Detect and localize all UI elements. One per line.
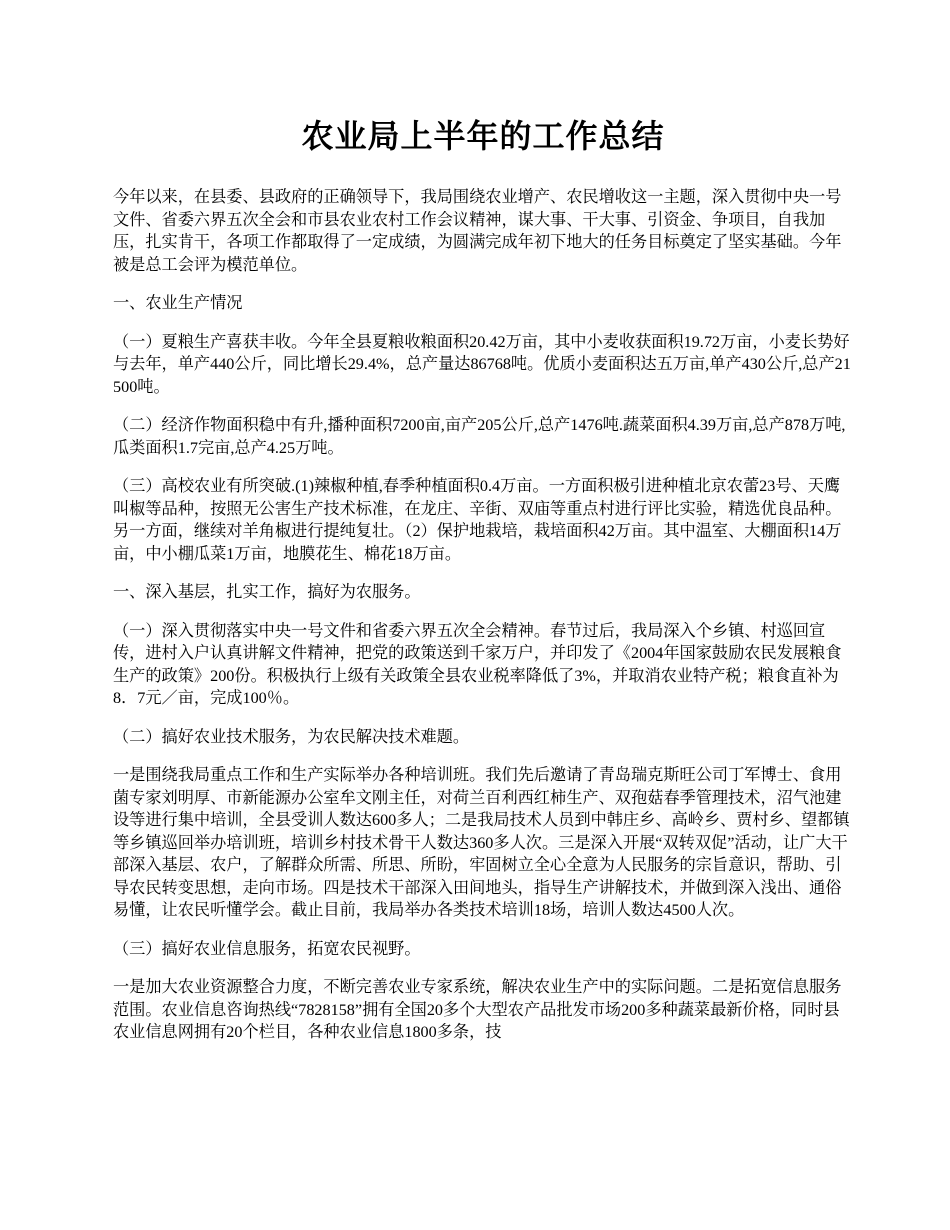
paragraph-economic-crops: （二）经济作物面积稳中有升,播种面积7200亩,亩产205公斤,总产1476吨.蔬菜面积4.39万亩,总产878万吨,瓜类面积1.7完亩,总产4.25万吨。 <box>113 416 846 457</box>
intro-paragraph: 今年以来，在县委、县政府的正确领导下，我局围绕农业增产、农民增收这一主题，深入贯彻中央一号文件、省委六界五次全会和市县农业农村工作会议精神，谋大事、干大事、引资金、争项目，自我加压，扎实肯干，各项工作都取得了一定成绩，为圆满完成年初下地大的任务目标奠定了坚实基础。今年被是总工会评为模范单位。 <box>113 188 842 274</box>
document-page <box>113 112 853 1060</box>
paragraph-training: 一是围绕我局重点工作和生产实际举办各种培训班。我们先后邀请了青岛瑞克斯旺公司丁军博士、食用菌专家刘明厚、市新能源办公室牟文刚主任，对荷兰百利西红柿生产、双孢菇春季管理技术，沼气池建设等进行集中培训，全县受训人数达600多人；二是我局技术人员到中韩庄乡、高岭乡、贾村乡、望都镇等乡镇巡回举办培训班，培训乡村技术骨干人数达360多人次。三是深入开展“双转双促”活动，让广大干部深入基层、农户，了解群众所需、所思、所盼，牢固树立全心全意为人民服务的宗旨意识，帮助、引导农民转变思想，走向市场。四是技术干部深入田间地头，指导生产讲解技术，并做到深入浅出、通俗易懂，让农民听懂学会。截止目前，我局举办各类技术培训18场，培训人数达4500人次。 <box>113 766 850 919</box>
paragraph-information-resources: 一是加大农业资源整合力度，不断完善农业专家系统，解决农业生产中的实际问题。二是拓宽信息服务范围。农业信息咨询热线“7828158”拥有全国20多个大型农产品批发市场200多种蔬菜最新价格，同时县农业信息网拥有20个栏目，各种农业信息1800多条，技 <box>113 978 842 1041</box>
subheading-technical-service: （二）搞好农业技术服务，为农民解决技术难题。 <box>113 727 470 746</box>
section-heading-grassroots-service: 一、深入基层，扎实工作，搞好为农服务。 <box>113 583 421 601</box>
subheading-information-service: （三）搞好农业信息服务，拓宽农民视野。 <box>113 939 421 958</box>
paragraph-efficient-agriculture: （三）高校农业有所突破.(1)辣椒种植,春季种植面积0.4万亩。一方面积极引进种植北京农蕾23号、天鹰叫椒等品种，按照无公害生产技术标准，在龙庄、辛街、双庙等重点村进行评比实验，精选优良品种。另一方面，继续对羊角椒进行提纯复壮。（2）保护地栽培，栽培面积42万亩。其中温室、大棚面积14万亩，中小棚瓜菜1万亩，地膜花生、棉花18万亩。 <box>113 477 842 563</box>
paragraph-policy-implementation: （一）深入贯彻落实中央一号文件和省委六界五次全会精神。春节过后，我局深入个乡镇、村巡回宣传，进村入户认真讲解文件精神，把党的政策送到千家万户，并印发了《2004年国家鼓励农民发展粮食生产的政策》200份。积极执行上级有关政策全县农业税率降低了3%，并取消农业特产税；粮食直补为8．7元／亩，完成100％。 <box>113 621 842 707</box>
document-title: 农业局上半年的工作总结 <box>301 118 665 154</box>
section-heading-agriculture-production: 一、农业生产情况 <box>113 294 243 312</box>
paragraph-summer-grain: （一）夏粮生产喜获丰收。今年全县夏粮收粮面积20.42万亩，其中小麦收获面积19.72万亩，小麦长势好与去年，单产440公斤，同比增长29.4%，总产量达86768吨。优质小麦面积达五万亩,单产430公斤,总产21500吨。 <box>113 332 851 396</box>
